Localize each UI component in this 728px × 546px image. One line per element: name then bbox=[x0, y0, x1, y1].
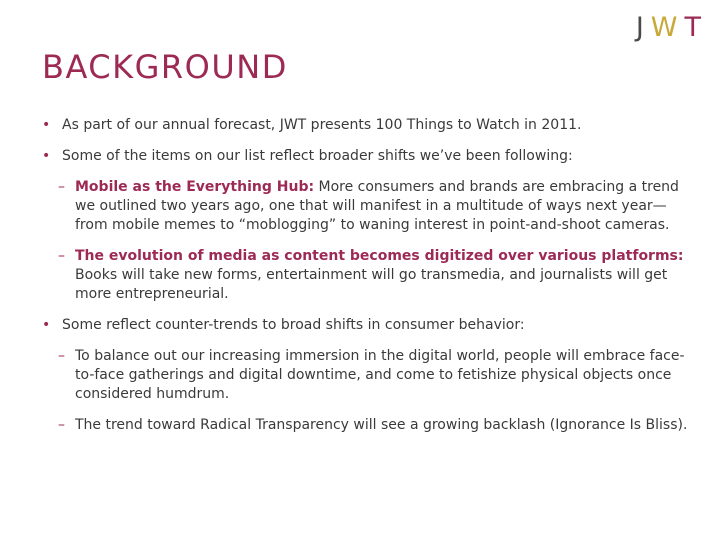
highlight-text: Mobile as the Everything Hub: bbox=[75, 179, 315, 195]
sub-bullet-text: The trend toward Radical Transparency will see a growing backlash (Ignorance Is Bliss). bbox=[75, 417, 688, 433]
slide-title: BACKGROUND bbox=[42, 48, 288, 86]
sub-bullet-item bbox=[42, 247, 692, 304]
bullet-item bbox=[42, 316, 692, 335]
jwt-logo bbox=[636, 12, 708, 43]
sub-bullet-marker: – bbox=[58, 179, 65, 195]
sub-bullet-marker: – bbox=[58, 248, 65, 264]
bullet-text: Some of the items on our list reflect broader shifts we’ve been following: bbox=[62, 148, 573, 164]
bullet-item bbox=[42, 116, 692, 135]
sub-bullet-text: Books will take new forms, entertainment will go transmedia, and journalists will get more entrepreneurial. bbox=[75, 267, 668, 302]
logo-letter-w: W bbox=[650, 12, 685, 43]
bullet-marker: • bbox=[42, 317, 51, 333]
bullet-item bbox=[42, 147, 692, 166]
logo-letter-t: T bbox=[684, 12, 708, 43]
bullet-text: Some reflect counter-trends to broad shifts in consumer behavior: bbox=[62, 317, 525, 333]
sub-bullet-item bbox=[42, 416, 692, 435]
bullet-text: As part of our annual forecast, JWT presents 100 Things to Watch in 2011. bbox=[62, 117, 582, 133]
bullet-marker: • bbox=[42, 148, 51, 164]
sub-bullet-marker: – bbox=[58, 417, 65, 433]
logo-letter-j: J bbox=[635, 12, 651, 43]
highlight-text: The evolution of media as content becomes digitized over various platforms: bbox=[75, 248, 684, 264]
bullet-marker: • bbox=[42, 117, 51, 133]
sub-bullet-text: To balance out our increasing immersion in the digital world, people will embrace face-to-face gatherings and digital downtime, and come to fetishize physical objects once considered humdrum. bbox=[75, 348, 685, 402]
sub-bullet-text: More consumers and brands are embracing a trend we outlined two years ago, one that will manifest in a multitude of ways next year—from mobile memes to “moblogging” to waning interest in point-and-shoot cameras. bbox=[75, 179, 679, 233]
sub-bullet-item bbox=[42, 347, 692, 404]
sub-bullet-marker: – bbox=[58, 348, 65, 364]
slide-content bbox=[42, 116, 692, 447]
sub-bullet-item bbox=[42, 178, 692, 235]
